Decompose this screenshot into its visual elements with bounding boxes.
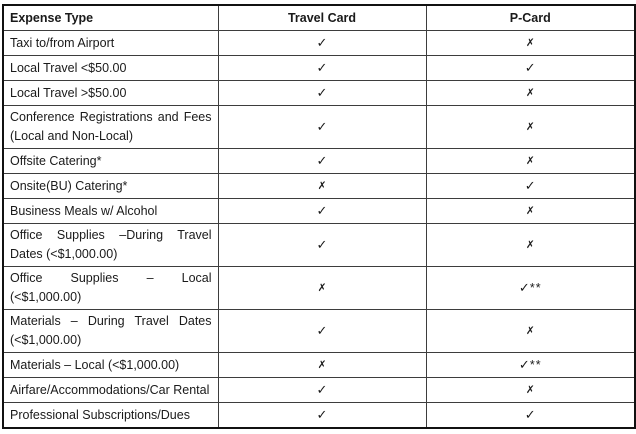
check-icon: ✓	[524, 407, 536, 422]
travel-card-mark-cell	[218, 224, 426, 267]
expense-type-cell: Offsite Catering*	[3, 149, 218, 174]
travel-card-mark-cell	[218, 403, 426, 429]
cross-icon: ✗	[525, 37, 535, 49]
travel-card-mark-cell	[218, 353, 426, 378]
p-card-mark-cell	[426, 199, 635, 224]
p-card-mark-cell	[426, 267, 635, 310]
table-row	[3, 403, 635, 429]
p-card-mark-cell	[426, 310, 635, 353]
check-icon: ✓	[524, 60, 536, 75]
p-card-mark-cell	[426, 149, 635, 174]
check-icon: ✓	[316, 153, 328, 168]
cross-icon: ✗	[525, 155, 535, 167]
check-icon: ✓	[518, 357, 530, 372]
table-row	[3, 81, 635, 106]
travel-card-mark-cell	[218, 174, 426, 199]
p-card-mark-cell	[426, 353, 635, 378]
travel-card-mark-cell	[218, 199, 426, 224]
check-icon: ✓	[316, 382, 328, 397]
cross-icon: ✗	[525, 121, 535, 133]
check-icon: ✓	[316, 85, 328, 100]
p-card-mark-cell	[426, 56, 635, 81]
travel-card-mark-cell	[218, 378, 426, 403]
travel-card-mark-cell	[218, 56, 426, 81]
check-icon: ✓	[316, 35, 328, 50]
expense-type-cell: Airfare/Accommodations/Car Rental	[3, 378, 218, 403]
travel-card-mark-cell	[218, 31, 426, 56]
p-card-mark-cell	[426, 106, 635, 149]
table-row	[3, 199, 635, 224]
column-header-expense-type: Expense Type	[3, 5, 218, 31]
p-card-mark-cell	[426, 81, 635, 106]
check-icon: ✓	[316, 237, 328, 252]
asterisk-note: **	[529, 281, 542, 295]
cross-icon: ✗	[525, 87, 535, 99]
table-row	[3, 224, 635, 267]
expense-type-cell: Office Supplies – Local (<$1,000.00)	[3, 267, 218, 310]
column-header-p-card: P-Card	[426, 5, 635, 31]
column-header-travel-card: Travel Card	[218, 5, 426, 31]
cross-icon: ✗	[317, 282, 327, 294]
cross-icon: ✗	[525, 205, 535, 217]
expense-type-cell: Local Travel >$50.00	[3, 81, 218, 106]
header-row	[3, 5, 635, 31]
cross-icon: ✗	[317, 359, 327, 371]
table-row	[3, 378, 635, 403]
expense-type-cell: Taxi to/from Airport	[3, 31, 218, 56]
table-row	[3, 174, 635, 199]
p-card-mark-cell	[426, 403, 635, 429]
check-icon: ✓	[524, 178, 536, 193]
p-card-mark-cell	[426, 31, 635, 56]
p-card-mark-cell	[426, 174, 635, 199]
table-header	[3, 5, 635, 31]
expense-type-cell: Business Meals w/ Alcohol	[3, 199, 218, 224]
travel-card-mark-cell	[218, 81, 426, 106]
table-row	[3, 267, 635, 310]
expense-type-cell: Materials – During Travel Dates (<$1,000.00)	[3, 310, 218, 353]
table-row	[3, 56, 635, 81]
travel-card-mark-cell	[218, 267, 426, 310]
expense-type-cell: Professional Subscriptions/Dues	[3, 403, 218, 429]
expense-type-cell: Office Supplies –During Travel Dates (<$1,000.00)	[3, 224, 218, 267]
p-card-mark-cell	[426, 224, 635, 267]
table-row	[3, 310, 635, 353]
cross-icon: ✗	[525, 325, 535, 337]
table-row	[3, 353, 635, 378]
table-row	[3, 149, 635, 174]
expense-type-table	[2, 4, 636, 429]
check-icon: ✓	[316, 407, 328, 422]
expense-type-cell: Materials – Local (<$1,000.00)	[3, 353, 218, 378]
expense-type-cell: Local Travel <$50.00	[3, 56, 218, 81]
cross-icon: ✗	[317, 180, 327, 192]
cross-icon: ✗	[525, 239, 535, 251]
check-icon: ✓	[316, 323, 328, 338]
expense-type-cell: Conference Registrations and Fees (Local and Non-Local)	[3, 106, 218, 149]
check-icon: ✓	[316, 119, 328, 134]
table-row	[3, 31, 635, 56]
check-icon: ✓	[518, 280, 530, 295]
expense-type-cell: Onsite(BU) Catering*	[3, 174, 218, 199]
cross-icon: ✗	[525, 384, 535, 396]
travel-card-mark-cell	[218, 149, 426, 174]
asterisk-note: **	[529, 358, 542, 372]
travel-card-mark-cell	[218, 106, 426, 149]
check-icon: ✓	[316, 203, 328, 218]
travel-card-mark-cell	[218, 310, 426, 353]
expense-table-body	[3, 31, 635, 429]
check-icon: ✓	[316, 60, 328, 75]
p-card-mark-cell	[426, 378, 635, 403]
table-row	[3, 106, 635, 149]
